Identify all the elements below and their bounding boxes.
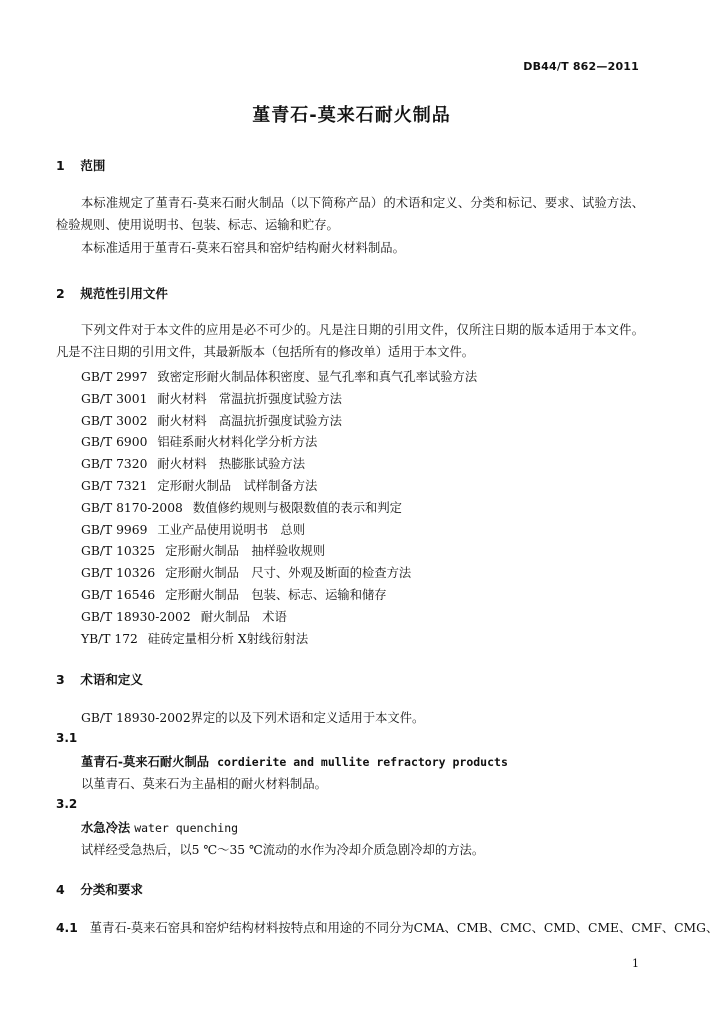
section-number: 2 (56, 286, 65, 301)
section-title: 术语和定义 (80, 672, 143, 687)
reference-code: GB/T 18930-2002 (81, 609, 191, 624)
reference-item (81, 607, 477, 629)
references-intro: 下列文件对于本文件的应用是必不可少的。凡是注日期的引用文件，仅所注日期的版本适用于本文件。凡是不注日期的引用文件，其最新版本（包括所有的修改单）适用于本文件。 (56, 323, 644, 359)
reference-item (81, 367, 477, 389)
term-number: 3.2 (56, 797, 78, 811)
reference-title: 铝硅系耐火材料化学分析方法 (157, 435, 318, 450)
reference-code: GB/T 3001 (81, 391, 148, 406)
section-title: 分类和要求 (80, 882, 143, 897)
reference-title: 定形耐火制品 抽样验收规则 (165, 544, 326, 559)
reference-item (81, 432, 477, 454)
reference-title: 定形耐火制品 尺寸、外观及断面的检查方法 (165, 566, 412, 581)
reference-title: 硅砖定量相分析 X射线衍射法 (147, 631, 309, 646)
term-definition: 以堇青石、莫来石为主晶相的耐火材料制品。 (81, 777, 327, 791)
reference-code: GB/T 10325 (81, 544, 156, 559)
term-en: water quenching (134, 821, 239, 835)
term-definition: 试样经受急热后，以5 ℃～35 ℃流动的水作为冷却介质急剧冷却的方法。 (81, 843, 485, 857)
scope-paragraph-2: 本标准适用于堇青石-莫来石窑具和窑炉结构耐火材料制品。 (81, 241, 405, 255)
term-heading (81, 818, 238, 836)
reference-title: 耐火制品 术语 (200, 609, 287, 624)
reference-list (81, 367, 477, 650)
reference-item (81, 476, 477, 498)
term-en: cordierite and mullite refractory products (217, 755, 508, 769)
section-1-heading (56, 156, 105, 174)
reference-code: GB/T 16546 (81, 587, 156, 602)
term-number: 3.1 (56, 731, 78, 745)
term-zh: 水急冷法 (81, 821, 131, 835)
term-heading (81, 752, 508, 770)
reference-item (81, 389, 477, 411)
reference-item (81, 498, 477, 520)
reference-item (81, 411, 477, 433)
section-title: 范围 (80, 158, 106, 173)
section-number: 4 (56, 882, 65, 897)
clause-number: 4.1 (56, 921, 78, 935)
reference-item (81, 585, 477, 607)
section-number: 1 (56, 158, 65, 173)
standard-code: DB44/T 862—2011 (523, 60, 639, 73)
page-number: 1 (632, 957, 639, 970)
reference-item (81, 563, 477, 585)
reference-code: YB/T 172 (81, 631, 138, 646)
reference-title: 耐火材料 高温抗折强度试验方法 (157, 413, 342, 428)
reference-item (81, 520, 477, 542)
reference-item (81, 454, 477, 476)
reference-title: 定形耐火制品 试样制备方法 (157, 478, 318, 493)
section-title: 规范性引用文件 (80, 286, 168, 301)
reference-code: GB/T 9969 (81, 522, 148, 537)
scope-paragraph-1: 本标准规定了堇青石-莫来石耐火制品（以下简称产品）的术语和定义、分类和标记、要求、试验方法、检验规则、使用说明书、包装、标志、运输和贮存。 (56, 196, 644, 232)
reference-title: 耐火材料 常温抗折强度试验方法 (157, 391, 342, 406)
reference-code: GB/T 3002 (81, 413, 148, 428)
reference-title: 数值修约规则与极限数值的表示和判定 (192, 500, 402, 515)
reference-code: GB/T 2997 (81, 370, 148, 384)
section-4-heading (56, 880, 143, 898)
document-title: 堇青石-莫来石耐火制品 (252, 105, 451, 126)
term-zh: 堇青石-莫来石耐火制品 (81, 755, 210, 769)
reference-item (81, 541, 477, 563)
clause-4-1 (56, 918, 718, 936)
reference-title: 致密定形耐火制品体积密度、显气孔率和真气孔率试验方法 (157, 370, 478, 384)
terms-intro: GB/T 18930-2002界定的以及下列术语和定义适用于本文件。 (81, 711, 425, 725)
reference-title: 耐火材料 热膨胀试验方法 (157, 457, 305, 472)
reference-item (81, 629, 477, 651)
reference-title: 定形耐火制品 包装、标志、运输和储存 (165, 587, 387, 602)
reference-code: GB/T 7320 (81, 457, 148, 472)
reference-code: GB/T 7321 (81, 478, 148, 493)
section-2-heading (56, 284, 168, 302)
reference-code: GB/T 10326 (81, 566, 156, 581)
reference-title: 工业产品使用说明书 总则 (157, 522, 305, 537)
section-number: 3 (56, 672, 65, 687)
reference-code: GB/T 8170-2008 (81, 500, 183, 515)
reference-code: GB/T 6900 (81, 435, 148, 450)
section-3-heading (56, 670, 143, 688)
clause-text: 堇青石-莫来石窑具和窑炉结构材料按特点和用途的不同分为CMA、CMB、CMC、CMD、CME、CMF、CMG、 (89, 921, 718, 935)
